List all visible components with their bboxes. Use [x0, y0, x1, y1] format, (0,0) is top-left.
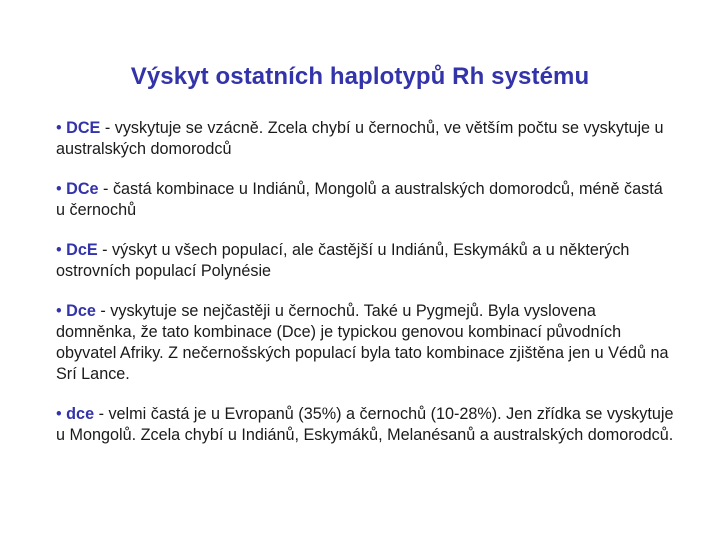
bullet-icon: •: [56, 302, 62, 320]
bullet-icon: •: [56, 405, 62, 423]
haplotype-description: - vyskytuje se nejčastěji u černochů. Také u Pygmejů. Byla vyslovena domněnka, že tato kombinace (Dce) je typickou genovou kombinací původních obyvatel Afriky. Z nečernošských populací byla tato kombinace zjištěna jen u Védů na Srí Lance.: [56, 302, 669, 383]
haplotype-code: dce: [66, 405, 95, 423]
slide-title: Výskyt ostatních haplotypů Rh systému: [130, 63, 590, 90]
haplotype-description: - velmi častá je u Evropanů (35%) a černochů (10-28%). Jen zřídka se vyskytuje u Mongolů. Zcela chybí u Indiánů, Eskymáků, Melanésanů a australských domorodců.: [56, 405, 674, 444]
bullet-icon: •: [56, 119, 62, 137]
haplotype-code: DCe: [66, 180, 99, 198]
list-item-dce-small-c: [56, 240, 676, 282]
bullet-icon: •: [56, 180, 62, 198]
list-item-dce-lowercase: [56, 404, 676, 446]
haplotype-description: - výskyt u všech populací, ale častější u Indiánů, Eskymáků a u některých ostrovních populací Polynésie: [56, 241, 630, 280]
bullet-icon: •: [56, 241, 62, 259]
haplotype-code: Dce: [66, 302, 96, 320]
list-item-dce-small-ce: [56, 301, 676, 385]
haplotype-code: DcE: [66, 241, 98, 259]
haplotype-description: - vyskytuje se vzácně. Zcela chybí u černochů, ve větším počtu se vyskytuje u australských domorodců: [56, 119, 664, 158]
list-item-dce-upper: [56, 118, 676, 160]
haplotype-code: DCE: [66, 119, 101, 137]
bullet-list: [56, 118, 676, 446]
list-item-dce-small-e: [56, 179, 676, 221]
haplotype-description: - častá kombinace u Indiánů, Mongolů a australských domorodců, méně častá u černochů: [56, 180, 663, 219]
